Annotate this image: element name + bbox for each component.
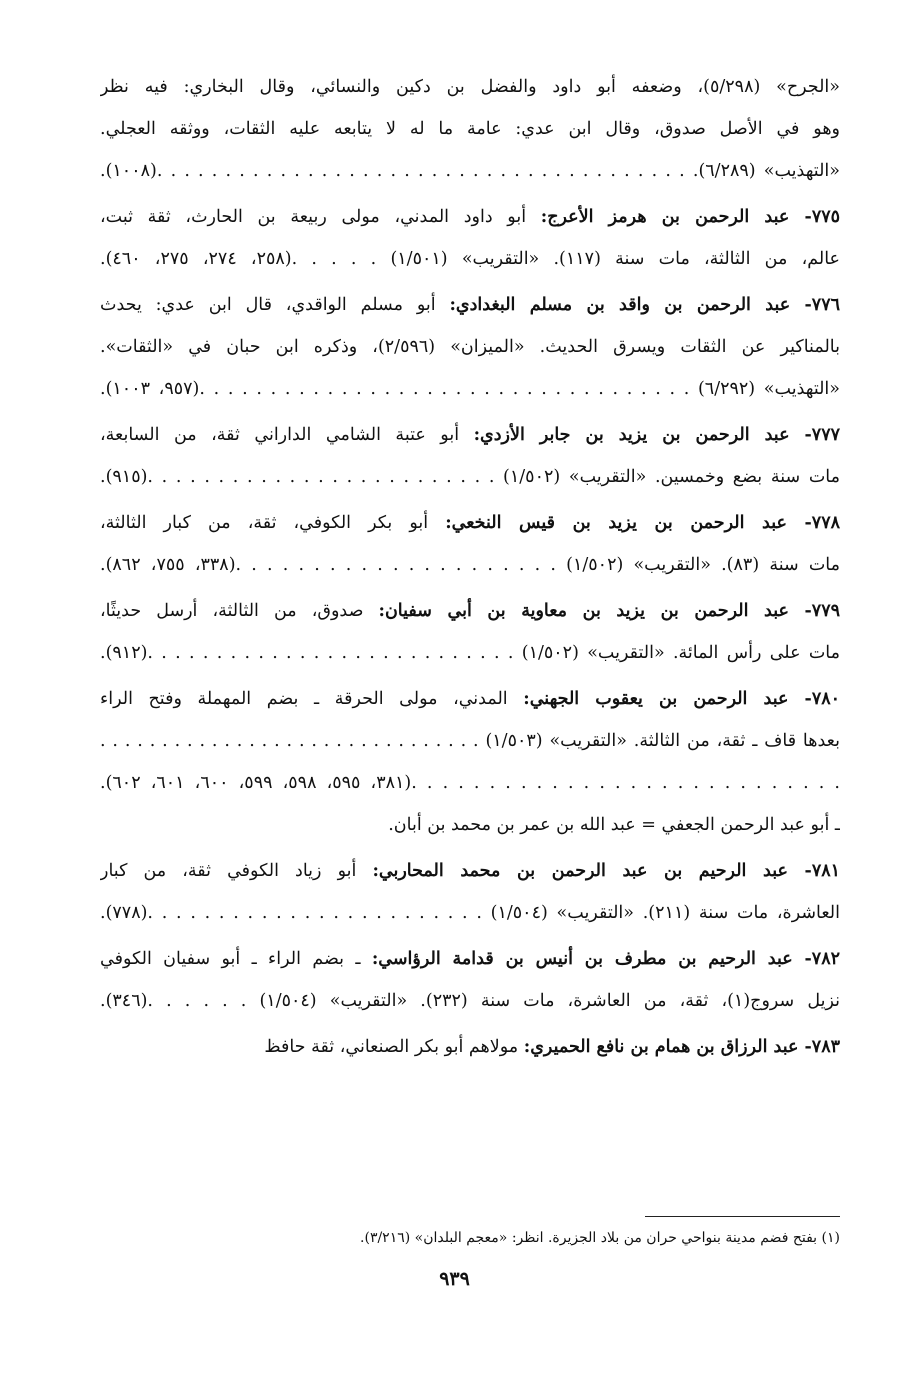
line-text: المدني، مولى الحرقة ـ بضم المهملة وفتح الراء <box>100 689 524 709</box>
text-line <box>100 720 840 762</box>
entry-heading: ٧٧٩- عبد الرحمن بن يزيد بن معاوية بن أبي سفيان: <box>378 601 840 621</box>
footnote-divider <box>645 1216 840 1217</box>
line-text: «التهذيب» (٦/٢٩٢) . . . . . . . . . . . . . . . . . . . . . . . . . . . . . . . . . . .(٩٥٧، ١٠٠٣). <box>100 379 840 399</box>
text-line <box>100 632 840 674</box>
entry-heading: ٧٨٢- عبد الرحيم بن مطرف بن أنيس بن قدامة الرؤاسي: <box>371 949 840 969</box>
entry-heading: ٧٨١- عبد الرحيم بن عبد الرحمن بن محمد المحاربي: <box>372 861 840 881</box>
text-line <box>100 544 840 586</box>
line-text: صدوق، من الثالثة، أرسل حديثًا، <box>100 601 379 621</box>
entry-first-line <box>100 590 840 632</box>
line-text: عالم، من الثالثة، مات سنة (١١٧). «التقريب» (١/٥٠١) . . . . .(٢٥٨، ٢٧٤، ٢٧٥، ٤٦٠). <box>100 249 840 269</box>
line-text: أبو عتبة الشامي الداراني ثقة، من السابعة، <box>100 425 474 445</box>
text-line <box>100 456 840 498</box>
line-text: مات سنة بضع وخمسين. «التقريب» (١/٥٠٢) . . . . . . . . . . . . . . . . . . . . . . . . .(٩١٥). <box>100 467 840 487</box>
text-line <box>100 326 840 368</box>
text-line <box>100 108 840 150</box>
entry-first-line <box>100 196 840 238</box>
entry-first-line <box>100 678 840 720</box>
line-text: «الجرح» (٥/٢٩٨)، وضعفه أبو داود والفضل بن دكين والنسائي، وقال البخاري: فيه نظر <box>100 77 840 97</box>
line-text: . . . . . . . . . . . . . . . . . . . . . . . . . . . .(٣٨١، ٥٩٥، ٥٩٨، ٥٩٩، ٦٠٠، ٦٠١، ٦٠٢). <box>100 773 840 793</box>
line-text: ـ بضم الراء ـ أبو سفيان الكوفي <box>100 949 372 969</box>
line-text: العاشرة، مات سنة (٢١١). «التقريب» (١/٥٠٤) . . . . . . . . . . . . . . . . . . . . . . . .(٧٧٨). <box>100 903 840 923</box>
entry-heading: ٧٨٣- عبد الرزاق بن همام بن نافع الحميري: <box>523 1037 840 1057</box>
page-body-text <box>100 66 840 1068</box>
text-line <box>100 980 840 1022</box>
text-line <box>100 368 840 410</box>
text-line <box>100 66 840 108</box>
line-text: أبو زياد الكوفي ثقة، من كبار <box>100 861 373 881</box>
entry-first-line <box>100 414 840 456</box>
line-text: مات على رأس المائة. «التقريب» (١/٥٠٢) . . . . . . . . . . . . . . . . . . . . . . . . . . .(٩١٢). <box>100 643 840 663</box>
line-text: «التهذيب» (٦/٢٨٩). . . . . . . . . . . . . . . . . . . . . . . . . . . . . . . . . . . . . . . .(١٠٠٨). <box>100 161 840 181</box>
entry-heading: ٧٨٠- عبد الرحمن بن يعقوب الجهني: <box>523 689 840 709</box>
entry-first-line <box>100 502 840 544</box>
line-text: بالمناكير عن الثقات ويسرق الحديث. «الميزان» (٢/٥٩٦)، وذكره ابن حبان في «الثقات». <box>100 337 840 357</box>
line-text: بعدها قاف ـ ثقة، من الثالثة. «التقريب» (١/٥٠٣) . . . . . . . . . . . . . . . . . . . . . . . . . . . . . . . <box>100 731 840 751</box>
entry-heading: ٧٧٥- عبد الرحمن بن هرمز الأعرج: <box>540 207 840 227</box>
entry-heading: ٧٧٧- عبد الرحمن بن يزيد بن جابر الأزدي: <box>473 425 840 445</box>
line-text: أبو مسلم الواقدي، قال ابن عدي: يحدث <box>100 295 450 315</box>
line-text: ـ أبو عبد الرحمن الجعفي = عبد الله بن عمر بن محمد بن أبان. <box>388 815 840 835</box>
line-text: أبو داود المدني، مولى ربيعة بن الحارث، ثقة ثبت، <box>100 207 541 227</box>
text-line <box>100 238 840 280</box>
footnote: (١) بفتح فضم مدينة بنواحي حران من بلاد الجزيرة. انظر: «معجم البلدان» (٣/٢١٦). <box>360 1230 840 1246</box>
entry-first-line <box>100 850 840 892</box>
entry-first-line <box>100 284 840 326</box>
line-text: وهو في الأصل صدوق، وقال ابن عدي: عامة ما له لا يتابعه عليه الثقات، ووثقه العجلي. <box>100 119 840 139</box>
entry-heading: ٧٧٦- عبد الرحمن بن واقد بن مسلم البغدادي: <box>449 295 840 315</box>
text-line <box>100 150 840 192</box>
line-text: مات سنة (٨٣). «التقريب» (١/٥٠٢) . . . . . . . . . . . . . . . . . . . . .(٣٣٨، ٧٥٥، ٨٦٢). <box>100 555 840 575</box>
page-number: ٩٣٩ <box>439 1268 470 1290</box>
text-line <box>100 804 840 846</box>
entry-first-line <box>100 938 840 980</box>
entry-heading: ٧٧٨- عبد الرحمن بن يزيد بن قيس النخعي: <box>445 513 840 533</box>
line-text: نزيل سروج(١)، ثقة، من العاشرة، مات سنة (٢٣٢). «التقريب» (١/٥٠٤) . . . . . .(٣٤٦). <box>100 991 840 1011</box>
text-line <box>100 762 840 804</box>
line-text: أبو بكر الكوفي، ثقة، من كبار الثالثة، <box>100 513 446 533</box>
text-line <box>100 892 840 934</box>
entry-first-line <box>100 1026 840 1068</box>
line-text: مولاهم أبو بكر الصنعاني، ثقة حافظ <box>264 1037 524 1057</box>
